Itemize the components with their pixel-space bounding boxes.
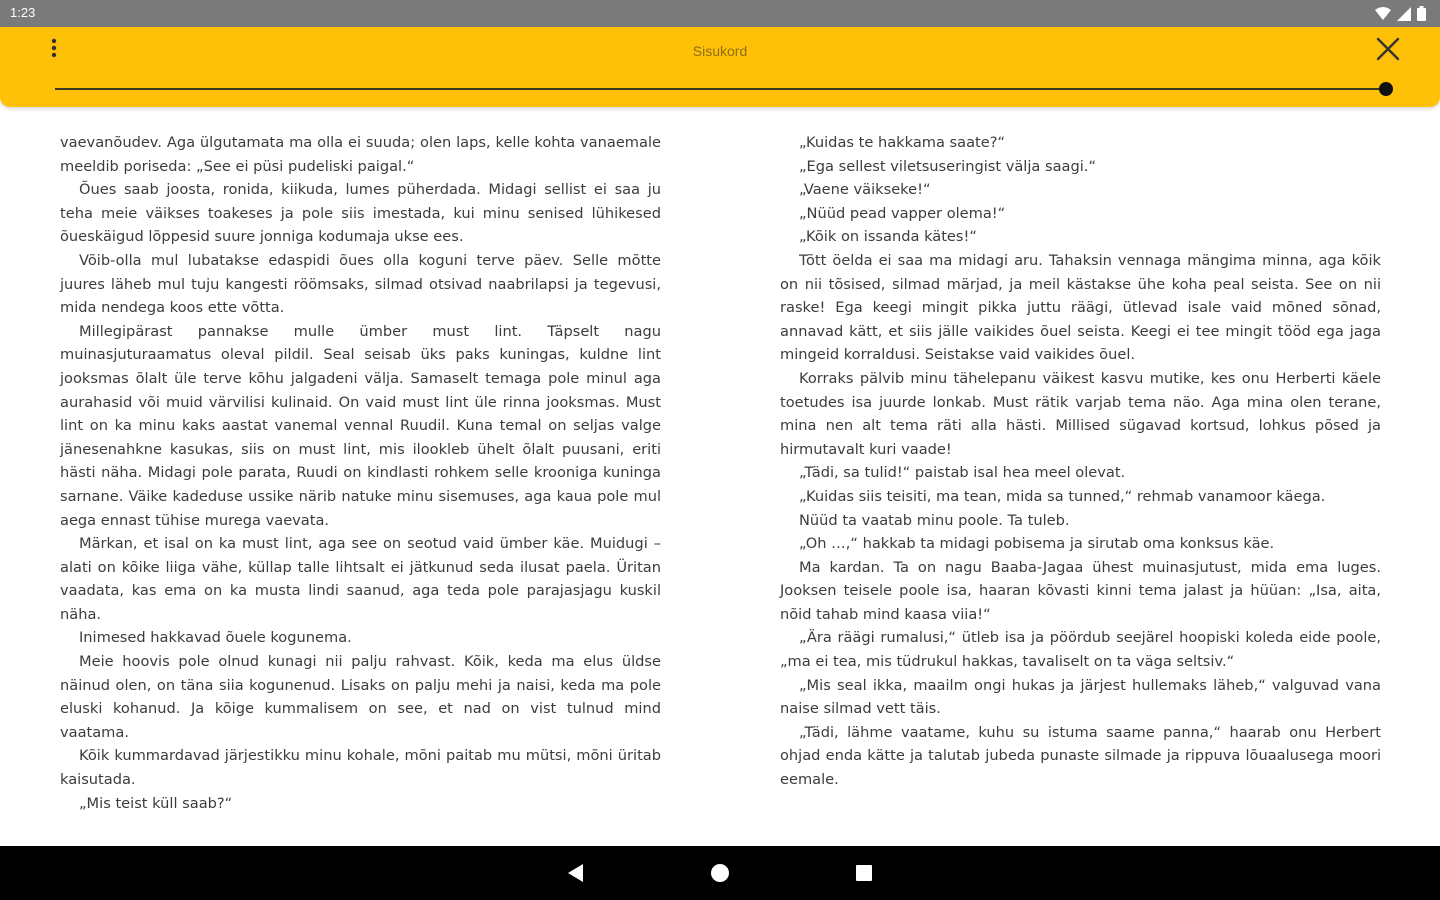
status-time: 1:23 bbox=[10, 5, 36, 20]
book-paragraph: Inimesed hakkavad õuele kogunema. bbox=[79, 629, 352, 647]
book-paragraph: Õues saab joosta, ronida, kiikuda, lumes püherdada. Midagi sellist ei saa ju teha meie väikses toakeses ja pole siis imestada, kui minu senised lühikesed õueskäigud lõppesid suure jonniga kodumaja ukse ees. bbox=[60, 181, 661, 246]
book-paragraph: „Vaene väikseke!“ bbox=[799, 181, 931, 199]
home-button[interactable] bbox=[707, 860, 733, 886]
signal-icon bbox=[1397, 7, 1411, 21]
battery-icon bbox=[1417, 6, 1426, 21]
close-icon bbox=[1374, 35, 1402, 63]
book-paragraph: „Kõik on issanda kätes!“ bbox=[799, 228, 977, 246]
back-button[interactable] bbox=[563, 860, 589, 886]
book-paragraph: Märkan, et isal on ka must lint, aga see on seotud vaid ümber käe. Muidugi – alati on kõike liiga vähe, küllap talle lihtsalt ei jätkunud seda ilusat paela. Üritan vaadata, kas ema on ka musta lindi saanud, aga teda pole parajasjagu kuskil näha. bbox=[60, 535, 661, 623]
book-paragraph: Meie hoovis pole olnud kunagi nii palju rahvast. Kõik, keda ma elus üldse näinud olen, on täna siia kogunenud. Lisaks on palju mehi ja naisi, keda ma pole eluski kohanud. Ja kõige kummalisem on see, et nad on vist tulnud mind vaatama. bbox=[60, 653, 661, 741]
progress-slider-thumb[interactable] bbox=[1379, 82, 1393, 96]
book-paragraph: Korraks pälvib minu tähelepanu väikest kasvu mutike, kes onu Herberti käele toetudes isa juurde lonkab. Must rätik varjab tema näo. Aga mina olen terane, mina nen alt tema räti alla hästi. Millised sügavad kortsud, lohkus põsed ja hirmutavalt kuri vaade! bbox=[780, 369, 1381, 458]
book-paragraph: „Nüüd pead vapper olema!“ bbox=[799, 204, 1006, 222]
book-paragraph: „Ega sellest viletsuseringist välja saagi.“ bbox=[799, 157, 1097, 175]
book-page-right[interactable] bbox=[780, 131, 1381, 792]
book-paragraph: „Mis seal ikka, maailm ongi hukas ja järjest hullemaks läheb,“ valguvad vana naise silmad vett täis. bbox=[780, 676, 1381, 718]
recents-square-icon bbox=[851, 860, 877, 886]
book-paragraph: Tõtt öelda ei saa ma midagi aru. Tahaksin vennaga mängima minna, aga kõik on nii tõsised, silmad märjad, ja meil kästakse ühe koha peal seista. See on nii raske! Ega keegi mingit pikka juttu räägi, ütlevad isale vaid mõned sõnad, annavad kätt, et siis jälle vaikides õuel seista. Keegi ei tee mingit tööd ega jaga mingeid korraldusi. Seistakse vaid vaikides õuel. bbox=[780, 251, 1381, 364]
book-paragraph: vaevanõudev. Aga ülgutamata ma olla ei suuda; olen laps, kelle kohta vanaemale meeldib poriseda: „See ei püsi pudeliski paigal.“ bbox=[60, 134, 661, 175]
status-icons bbox=[1375, 6, 1426, 21]
book-paragraph: Nüüd ta vaatab minu poole. Ta tuleb. bbox=[799, 511, 1070, 529]
system-navigation-bar bbox=[0, 846, 1440, 900]
book-paragraph: Kõik kummardavad järjestikku minu kohale, mõni paitab mu mütsi, mõni üritab kaisutada. bbox=[60, 747, 661, 789]
table-of-contents-title[interactable]: Sisukord bbox=[692, 43, 748, 59]
book-paragraph: „Ära räägi rumalusi,“ ütleb isa ja pöördub seejärel hoopiski koleda eide poole, „ma ei tea, mis tüdrukul hakkas, tavaliselt on ta väga seltsiv.“ bbox=[780, 629, 1381, 671]
home-circle-icon bbox=[707, 860, 733, 886]
book-paragraph: „Tädi, sa tulid!“ paistab isal hea meel olevat. bbox=[799, 464, 1126, 482]
book-page-left[interactable] bbox=[60, 131, 661, 815]
reading-progress-slider[interactable] bbox=[55, 88, 1386, 90]
wifi-icon bbox=[1375, 7, 1391, 21]
status-bar bbox=[0, 0, 1440, 27]
reader-toolbar bbox=[0, 27, 1440, 107]
book-paragraph: „Kuidas siis teisiti, ma tean, mida sa tunned,“ rehmab vanamoor käega. bbox=[799, 487, 1326, 505]
close-button[interactable] bbox=[1374, 35, 1402, 63]
book-paragraph: Võib-olla mul lubatakse edaspidi õues olla koguni terve päev. Selle mõtte juures läheb mul tuju kangesti röömsaks, silmad otsivad naabrilapsi ja tegevusi, mida nendega koos ette võtta. bbox=[60, 251, 661, 317]
book-paragraph: „Oh …,“ hakkab ta midagi pobisema ja sirutab oma konksus käe. bbox=[799, 535, 1275, 553]
book-paragraph: Ma kardan. Ta on nagu Baaba-Jagaa ühest muinasjutust, mida ema luges. Jooksen teisele poole isa, haaran kõvasti kinni tema jalast ja hüüan: „Isa, aita, nõid tahab mind kaasa viia!“ bbox=[780, 558, 1381, 623]
book-paragraph: Millegipärast pannakse mulle ümber must lint. Täpselt nagu muinasjuturaamatus oleval pildil. Seal seisab üks paks kuningas, kuldne lint jooksmas õlalt üle terve kõhu jalgadeni välja. Samaselt temaga pole minul aga aurahasid või muid värvilisi kulinaid. On vaid must lint üle rinna jooksmas. Must lint on ka minu kaks aastat vanemal vennal Ruudil. Kuna temal on seljas valge jänesenahkne kasukas, siis on must lint, mis ilooklеb ühelt õlalt puusani, eriti hästi näha. Midagi pole parata, Ruudi on kindlasti rohkem selle krooniga kuninga sarnane. Väike kadeduse ussike närib natuke minu sisemuses, aga kaua pole mul aega ennast tühise murega vaevata. bbox=[60, 322, 661, 529]
book-paragraph: „Tädi, lähme vaatame, kuhu su istuma saame panna,“ haarab onu Herbert ohjad enda kätte ja talutab jubeda punaste silmade ja rippuva lõuaalusega moori eemale. bbox=[780, 723, 1381, 789]
book-paragraph: „Kuidas te hakkama saate?“ bbox=[799, 134, 1006, 151]
back-triangle-icon bbox=[563, 860, 589, 886]
recents-button[interactable] bbox=[851, 860, 877, 886]
book-paragraph: „Mis teist küll saab?“ bbox=[79, 794, 233, 812]
